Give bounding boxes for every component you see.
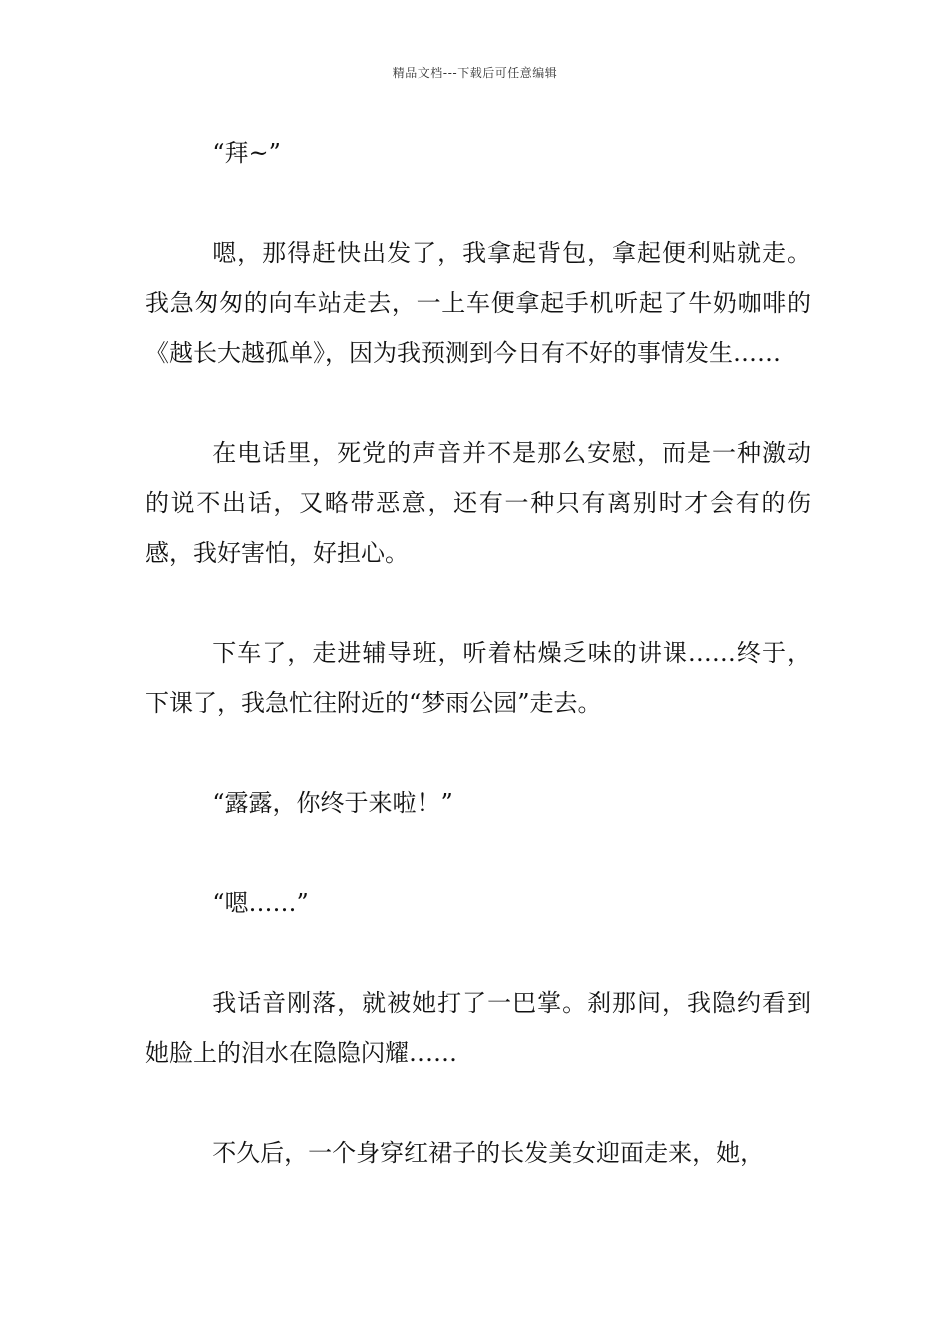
paragraph-6: “嗯……” <box>212 889 309 917</box>
paragraph-3: 在电话里，死党的声音并不是那么安慰，而是一种激动的说不出话，又略带恶意，还有一种只有离别时才会有的伤感，我好害怕，好担心。 <box>145 439 811 567</box>
paragraph-4: 下车了，走进辅导班，听着枯燥乏味的讲课……终于，下课了，我急忙往附近的“梦雨公园”走去。 <box>145 639 811 717</box>
page-header: 精品文档---下载后可任意编辑 <box>392 66 558 80</box>
paragraph-1: “拜~” <box>212 139 281 167</box>
paragraph-2: 嗯，那得赶快出发了，我拿起背包，拿起便利贴就走。我急匆匆的向车站走去，一上车便拿起手机听起了牛奶咖啡的《越长大越孤单》，因为我预测到今日有不好的事情发生…… <box>145 239 811 367</box>
paragraph-8: 不久后，一个身穿红裙子的长发美女迎面走来，她， <box>212 1139 765 1167</box>
paragraph-5: “露露，你终于来啦！” <box>212 789 453 817</box>
document-body <box>145 128 811 1178</box>
paragraph-7: 我话音刚落，就被她打了一巴掌。刹那间，我隐约看到她脸上的泪水在隐隐闪耀…… <box>145 989 811 1067</box>
